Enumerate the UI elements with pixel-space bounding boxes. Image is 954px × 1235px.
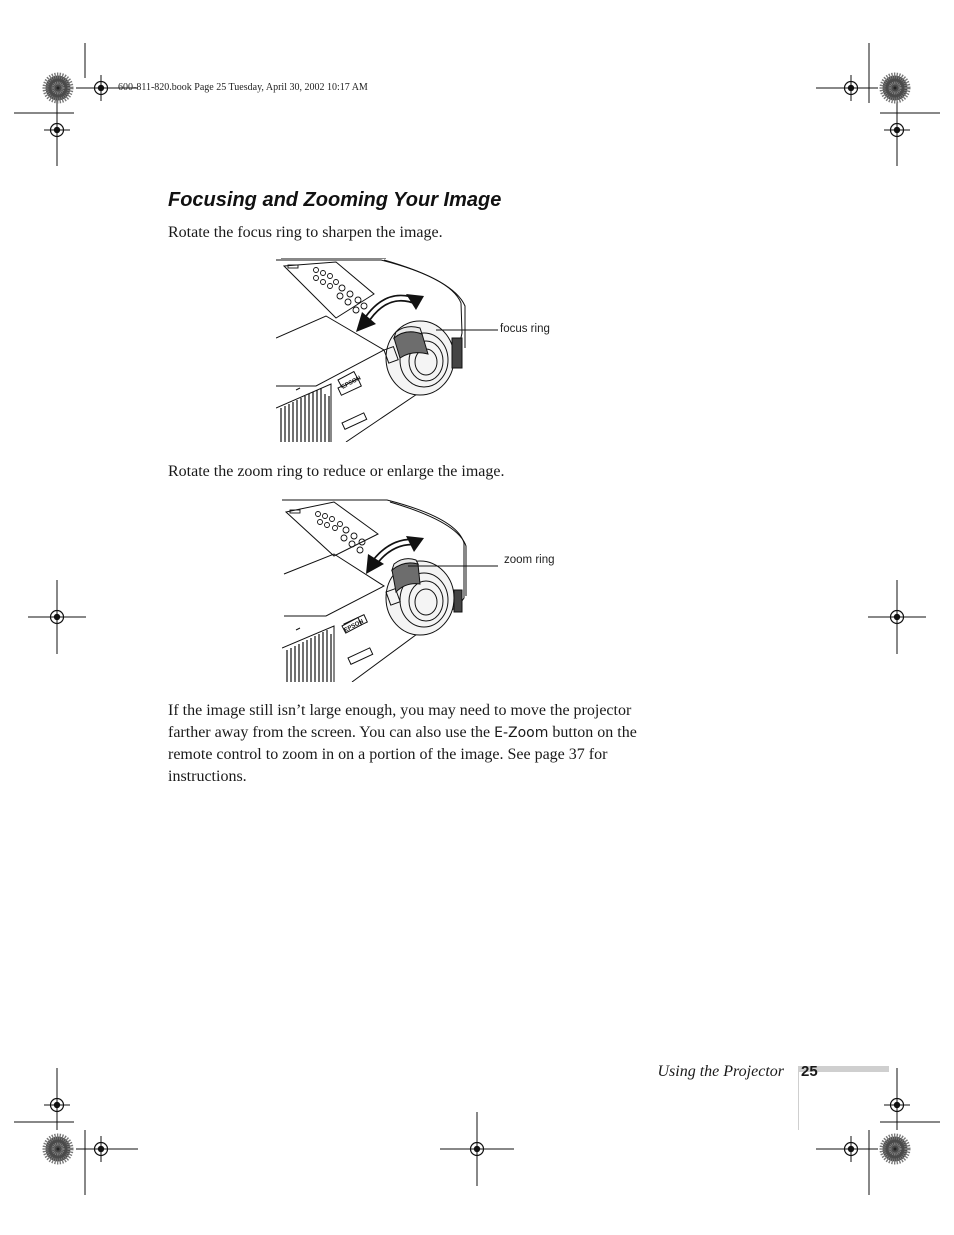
zoom-ring-callout: zoom ring <box>504 554 555 566</box>
zoom-instruction: Rotate the zoom ring to reduce or enlarge the image. <box>168 463 505 480</box>
print-header: 600-811-820.book Page 25 Tuesday, April 30, 2002 10:17 AM <box>118 82 368 93</box>
focus-ring-figure <box>276 258 576 442</box>
zoom-ring-figure <box>282 498 582 682</box>
zoom-figure-logo: EPSON <box>343 618 365 634</box>
footer-divider <box>798 1066 799 1130</box>
footer-section-name: Using the Projector <box>657 1063 784 1080</box>
page-number: 25 <box>801 1063 818 1080</box>
focus-figure-logo: EPSON <box>340 375 363 391</box>
focus-instruction: Rotate the focus ring to sharpen the image. <box>168 224 443 241</box>
section-title: Focusing and Zooming Your Image <box>168 189 502 211</box>
closing-text-end: button on the remote control to zoom in on a portion of the image. See page 37 for instructions. <box>168 723 637 785</box>
closing-text-start: If the image still isn’t large enough, you may need to move the projector farther away from the screen. You can also use the <box>168 702 632 741</box>
closing-paragraph <box>168 700 638 787</box>
focus-ring-callout: focus ring <box>500 323 550 335</box>
e-zoom-button-name: E-Zoom <box>494 724 549 741</box>
